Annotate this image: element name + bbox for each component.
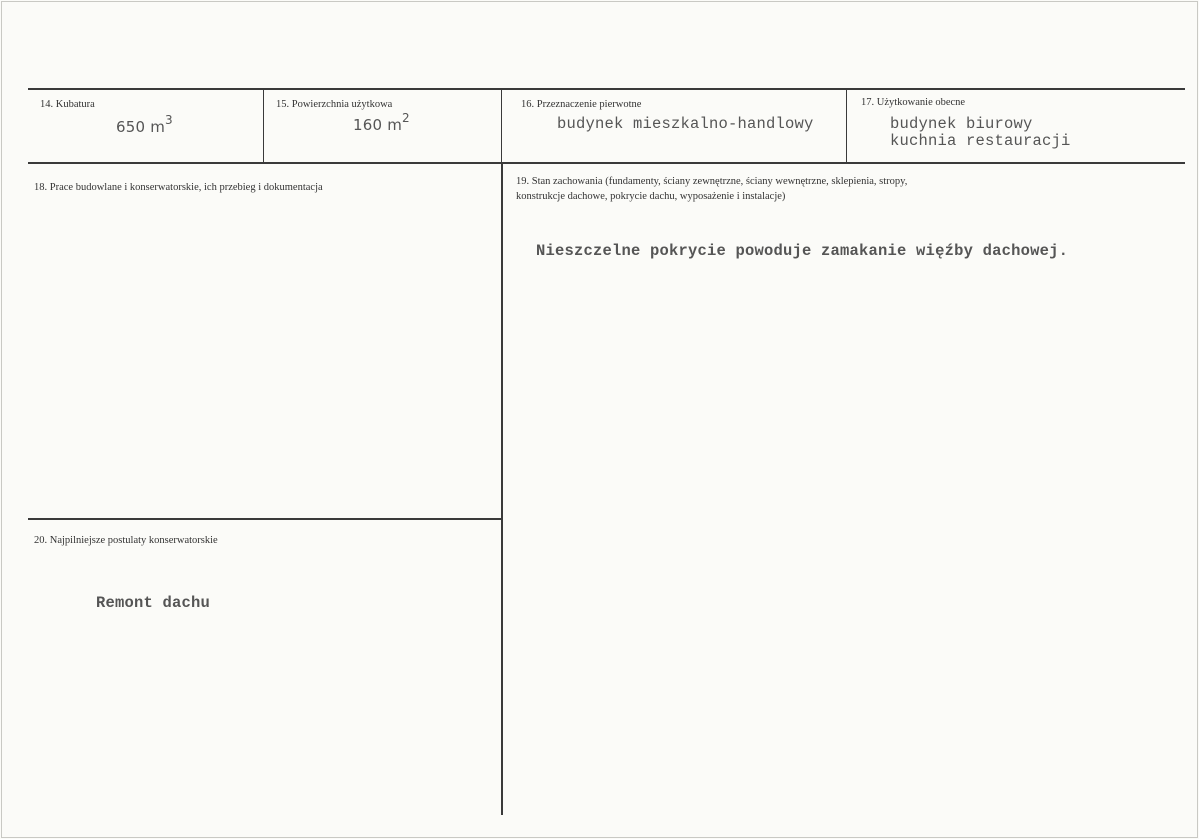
field-14-value-text: 650 m xyxy=(116,118,166,136)
field-16-value: budynek mieszkalno-handlowy xyxy=(557,115,814,133)
divider-14-15 xyxy=(263,89,264,163)
divider-left-right xyxy=(501,163,503,815)
field-17-label: 17. Użytkowanie obecne xyxy=(861,97,966,108)
field-20-label: 20. Najpilniejsze postulaty konserwatorskie xyxy=(34,535,218,546)
divider-15-16 xyxy=(501,89,502,163)
field-18-label: 18. Prace budowlane i konserwatorskie, ich przebieg i dokumentacja xyxy=(34,182,323,193)
field-17-value-line1: budynek biurowy xyxy=(890,115,1033,133)
divider-18-20 xyxy=(28,518,501,520)
field-20-value: Remont dachu xyxy=(96,594,211,612)
field-15-value xyxy=(353,111,410,134)
field-15-value-text: 160 m xyxy=(353,116,403,134)
field-14-value xyxy=(116,113,173,136)
field-15-unit-exponent: 2 xyxy=(402,111,410,125)
field-15-label: 15. Powierzchnia użytkowa xyxy=(276,99,393,110)
field-16-label: 16. Przeznaczenie pierwotne xyxy=(521,99,642,110)
divider-16-17 xyxy=(846,89,847,163)
field-19-value: Nieszczelne pokrycie powoduje zamakanie więźby dachowej. xyxy=(536,242,1069,260)
field-19-label-line2: konstrukcje dachowe, pokrycie dachu, wyposażenie i instalacje) xyxy=(516,191,786,202)
field-17-value-line2: kuchnia restauracji xyxy=(890,132,1071,150)
field-14-unit-exponent: 3 xyxy=(165,113,173,127)
top-row-bottom-line xyxy=(28,162,1185,164)
field-19-label-line1: 19. Stan zachowania (fundamenty, ściany zewnętrzne, ściany wewnętrzne, sklepienia, stropy, xyxy=(516,176,908,187)
top-row-top-line xyxy=(28,88,1185,90)
field-14-label: 14. Kubatura xyxy=(40,99,95,110)
